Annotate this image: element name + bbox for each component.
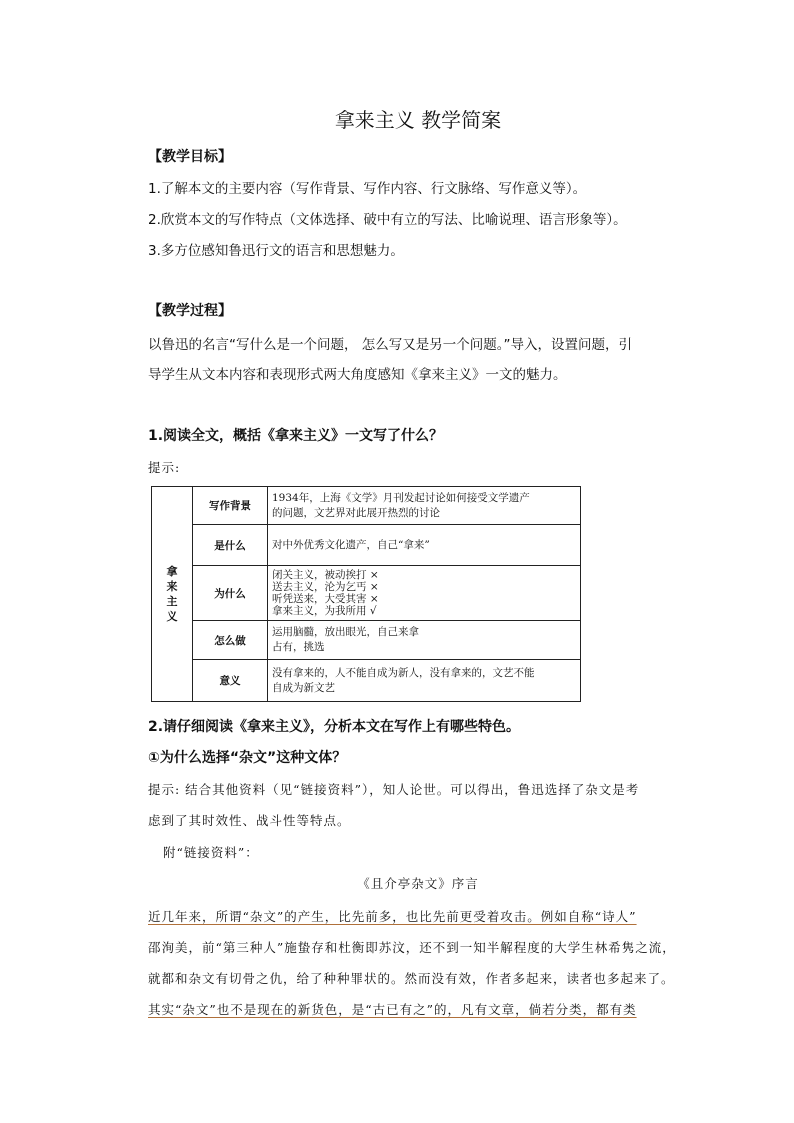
- preface-title: 《且介亭杂文》序言: [357, 876, 479, 891]
- table-row-body: 运用脑髓，放出眼光，自己来拿 占有，挑选: [268, 621, 581, 660]
- table-row-head: 意义: [193, 660, 268, 702]
- intro-paragraph-line-1: 以鲁迅的名言“写什么是一个问题， 怎么写又是另一个问题。”导入，设置问题，引: [148, 337, 633, 353]
- table-row-body: 对中外优秀文化遗产，自己“拿来”: [268, 525, 581, 566]
- goal-item-3: 3.多方位感知鲁迅行文的语言和思想魅力。: [148, 243, 404, 259]
- process-heading: 【教学过程】: [148, 303, 232, 319]
- question-1: 1.阅读全文，概括《拿来主义》一文写了什么？: [148, 428, 444, 444]
- question-2: 2.请仔细阅读《拿来主义》，分析本文在写作上有哪些特色。: [148, 719, 521, 735]
- question-2-sub-1: ①为什么选择“杂文”这种文体？: [148, 750, 347, 766]
- table-row: [152, 660, 581, 702]
- hint-2-line-2: 虑到了其时效性、战斗性等特点。: [148, 813, 351, 828]
- table-row-body: 1934年，上海《文学》月刊发起讨论如何接受文学遗产 的问题，文艺界对此展开热烈的讨论: [268, 487, 581, 525]
- table-row: [152, 525, 581, 566]
- table-row: [152, 487, 581, 525]
- table-row-head: 写作背景: [193, 487, 268, 525]
- intro-paragraph-line-2: 导学生从文本内容和表现形式两大角度感知《拿来主义》一文的魅力。: [148, 367, 567, 383]
- table-row-body: 没有拿来的，人不能自成为新人，没有拿来的，文艺不能 自成为新文艺: [268, 660, 581, 702]
- table-side-label: 拿 来 主 义: [152, 487, 193, 702]
- preface-paragraph-1-line-1: 近几年来，所谓“杂文”的产生，比先前多，也比先前更受着攻击。例如自称“诗人”: [148, 909, 637, 924]
- preface-paragraph-1-line-3: 就都和杂文有切骨之仇，给了种种罪状的。然而没有效，作者多起来，读者也多起来了。: [148, 971, 675, 986]
- goal-item-2: 2.欣赏本文的写作特点（文体选择、破中有立的写法、比喻说理、语言形象等）。: [148, 212, 627, 228]
- page-title: 拿来主义 教学简案: [334, 108, 502, 132]
- table-row-head: 为什么: [193, 566, 268, 621]
- table-row-body: 闭关主义，被动挨打 × 送去主义，沦为乞丐 × 听凭送来，大受其害 × 拿来主义，为我所用 √: [268, 566, 581, 621]
- goals-heading: 【教学目标】: [148, 149, 232, 165]
- goal-item-1: 1.了解本文的主要内容（写作背景、写作内容、行文脉络、写作意义等）。: [148, 181, 587, 197]
- preface-paragraph-2-line-1: 其实“杂文”也不是现在的新货色，是“古已有之”的，凡有文章，倘若分类，都有类: [148, 1002, 637, 1017]
- table-row-head: 怎么做: [193, 621, 268, 660]
- summary-table: [151, 486, 581, 702]
- preface-paragraph-1-line-2: 邵洵美，前“第三种人”施蛰存和杜衡即苏汶，还不到一知半解程度的大学生林希隽之流，: [148, 940, 676, 955]
- hint-2-line-1: 提示: 结合其他资料（见“链接资料”），知人论世。可以得出，鲁迅选择了杂文是考: [148, 782, 640, 797]
- hint-label: 提示:: [148, 460, 181, 475]
- table-row-head: 是什么: [193, 525, 268, 566]
- table-row: [152, 566, 581, 621]
- appendix-label: 附“链接资料”：: [163, 845, 259, 860]
- table-row: [152, 621, 581, 660]
